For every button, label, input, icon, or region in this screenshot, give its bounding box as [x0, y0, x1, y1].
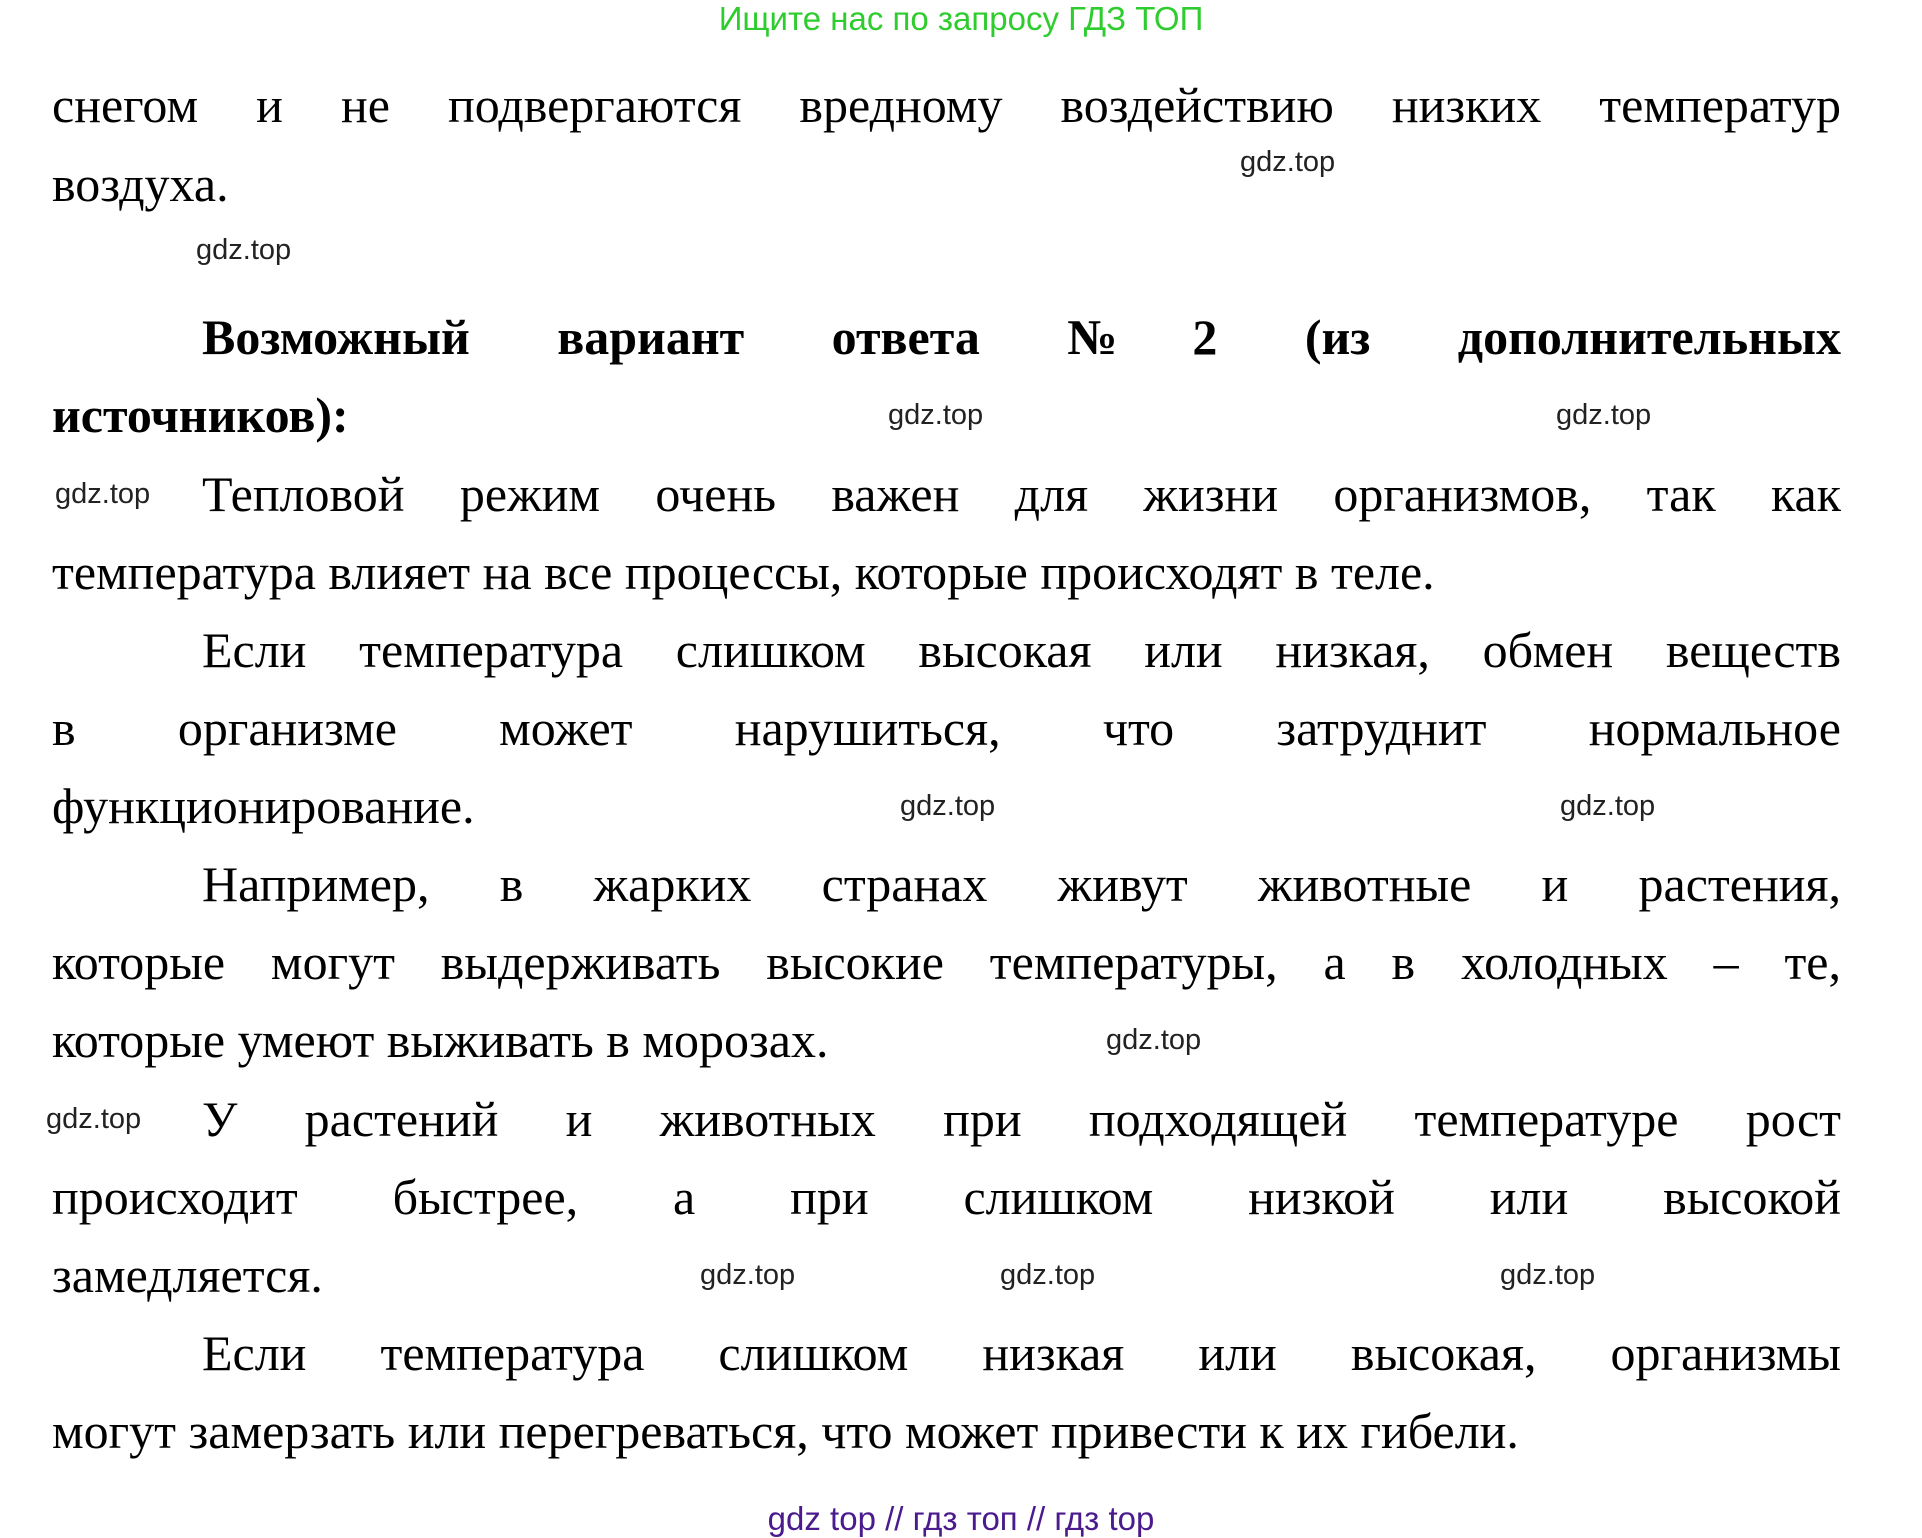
watermark: gdz.top [1240, 146, 1336, 178]
text-line: замедляется. [52, 1247, 323, 1303]
footer-banner: gdz top // гдз топ // гдз top [767, 1500, 1155, 1537]
watermark: gdz.top [196, 234, 292, 266]
text-line: Например, в жарких странах живут животные и растения, [202, 856, 1841, 912]
text-line: У растений и животных при подходящей температуре рост [202, 1091, 1841, 1147]
text-line: снегом и не подвергаются вредному воздействию низких температур [52, 77, 1841, 133]
search-banner: Ищите нас по запросу ГДЗ ТОП [718, 0, 1204, 37]
watermark: gdz.top [900, 790, 996, 822]
text-line: Если температура слишком низкая или высокая, организмы [202, 1325, 1841, 1381]
text-line: могут замерзать или перегреваться, что может привести к их гибели. [52, 1403, 1519, 1459]
text-line: Если температура слишком высокая или низкая, обмен веществ [202, 622, 1841, 678]
heading-line: Возможный вариант ответа №2 (из дополнительных [202, 309, 1841, 365]
watermark: gdz.top [1500, 1259, 1596, 1291]
text-line: в организме может нарушиться, что затруднит нормальное [52, 700, 1841, 756]
text-line: происходит быстрее, а при слишком низкой или высокой [52, 1169, 1841, 1225]
text-line: которые умеют выживать в морозах. [52, 1012, 829, 1068]
text-line: которые могут выдерживать высокие температуры, а в холодных – те, [52, 934, 1841, 990]
text-line: воздуха. [52, 156, 229, 212]
watermark: gdz.top [46, 1103, 142, 1135]
watermark: gdz.top [700, 1259, 796, 1291]
watermark: gdz.top [1556, 399, 1652, 431]
heading-line: источников): [52, 387, 349, 443]
text-line: Тепловой режим очень важен для жизни организмов, так как [202, 466, 1841, 522]
watermark: gdz.top [888, 399, 984, 431]
watermark: gdz.top [1560, 790, 1656, 822]
watermark: gdz.top [1000, 1259, 1096, 1291]
text-line: функционирование. [52, 778, 475, 834]
text-line: температура влияет на все процессы, которые происходят в теле. [52, 544, 1435, 600]
watermark: gdz.top [1106, 1024, 1202, 1056]
watermark: gdz.top [55, 478, 151, 510]
